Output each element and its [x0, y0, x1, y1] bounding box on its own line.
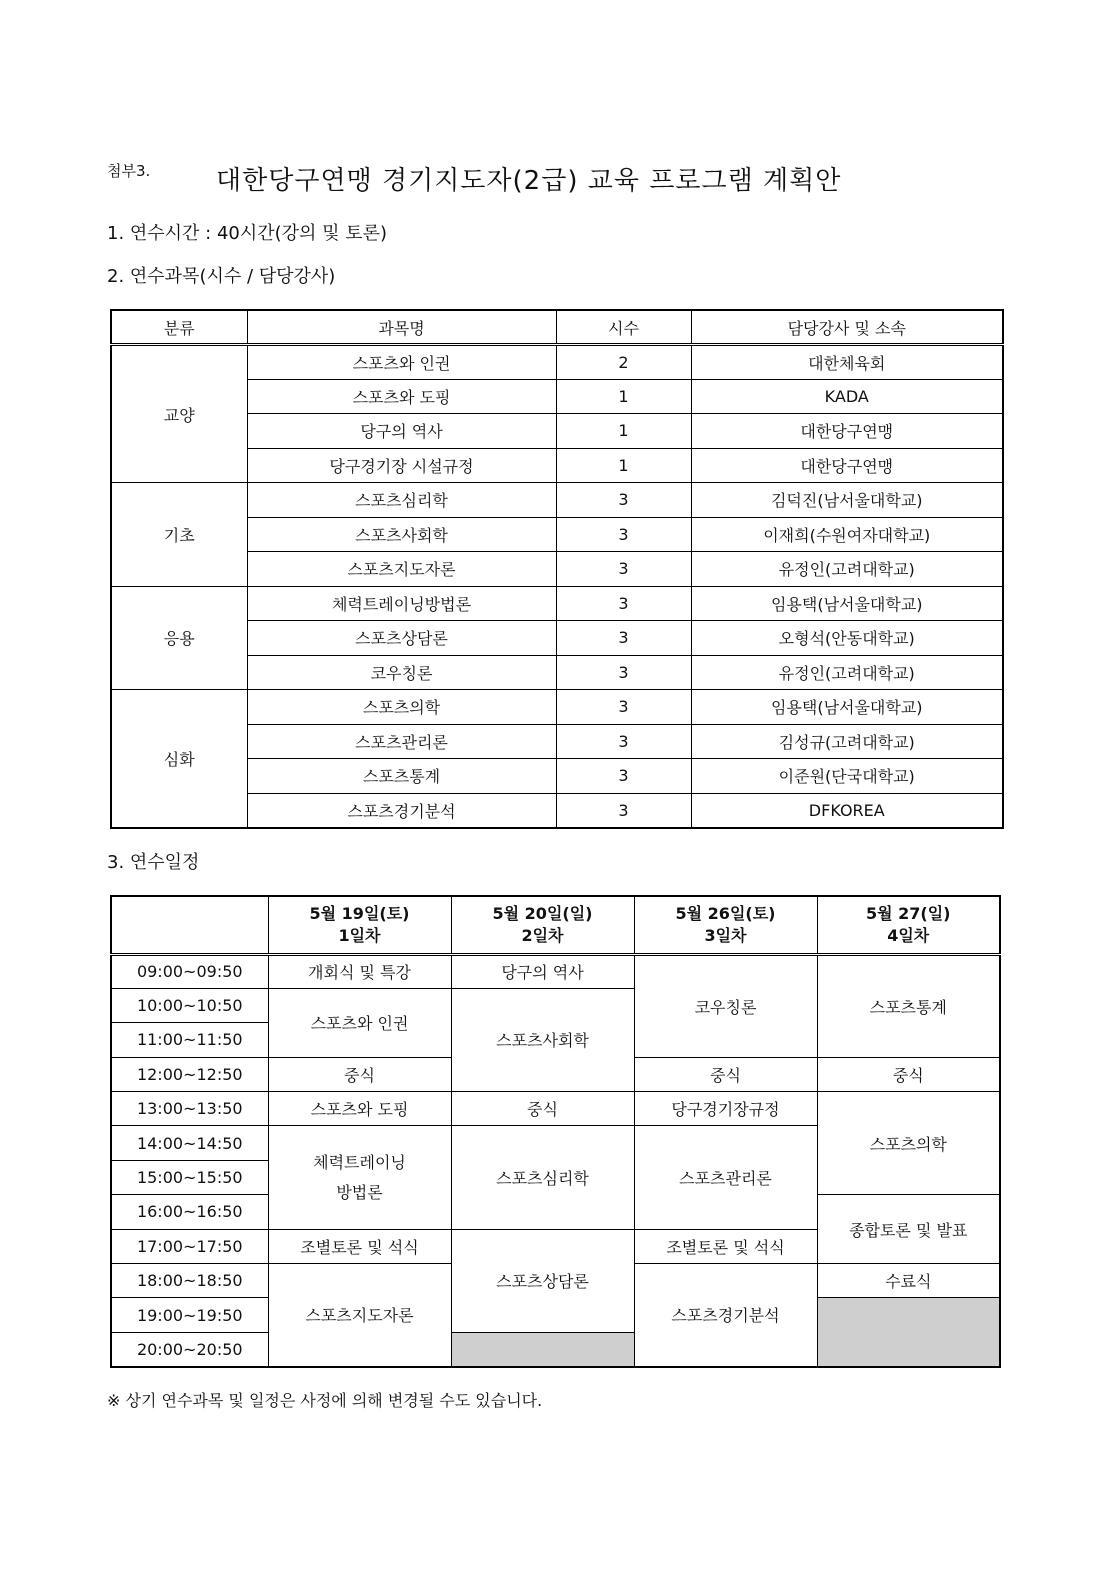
- session-cell: 당구경기장규정: [634, 1092, 817, 1126]
- hours-cell: 1: [556, 414, 691, 449]
- session-cell: 중식: [268, 1057, 451, 1091]
- time-slot: 18:00~18:50: [111, 1264, 268, 1298]
- hours-cell: 3: [556, 793, 691, 828]
- instructor-cell: 김성규(고려대학교): [691, 724, 1003, 759]
- time-slot: 15:00~15:50: [111, 1160, 268, 1194]
- footnote: ※ 상기 연수과목 및 일정은 사정에 의해 변경될 수도 있습니다.: [107, 1391, 543, 1410]
- category-cell: 응용: [111, 586, 247, 690]
- time-slot: 12:00~12:50: [111, 1057, 268, 1091]
- instructor-cell: 대한당구연맹: [691, 414, 1003, 449]
- day-label: 4일차: [887, 925, 930, 945]
- session-cell: 개회식 및 특강: [268, 954, 451, 988]
- day-label: 2일차: [521, 925, 564, 945]
- schedule-table: [110, 895, 1001, 1368]
- hours-cell: 1: [556, 448, 691, 483]
- session-cell: 중식: [817, 1057, 1000, 1091]
- header-instructor: 담당강사 및 소속: [691, 310, 1003, 345]
- hours-cell: 3: [556, 552, 691, 587]
- subject-cell: 스포츠와 도핑: [247, 379, 556, 414]
- time-slot: 13:00~13:50: [111, 1092, 268, 1126]
- session-cell: 수료식: [817, 1264, 1000, 1298]
- document-title: 대한당구연맹 경기지도자(2급) 교육 프로그램 계획안: [216, 166, 842, 196]
- session-cell: 당구의 역사: [451, 954, 634, 988]
- session-cell: 스포츠관리론: [634, 1126, 817, 1229]
- category-cell: 기초: [111, 483, 247, 587]
- instructor-cell: 임용택(남서울대학교): [691, 690, 1003, 725]
- session-cell: 종합토론 및 발표: [817, 1195, 1000, 1264]
- session-cell: 스포츠와 인권: [268, 988, 451, 1057]
- instructor-cell: 유정인(고려대학교): [691, 552, 1003, 587]
- table-row: [111, 345, 1003, 380]
- time-slot: 10:00~10:50: [111, 988, 268, 1022]
- empty-slot: [817, 1298, 1000, 1367]
- hours-cell: 3: [556, 517, 691, 552]
- time-slot: 17:00~17:50: [111, 1229, 268, 1263]
- subject-cell: 스포츠사회학: [247, 517, 556, 552]
- subject-cell: 스포츠통계: [247, 759, 556, 794]
- session-cell: 중식: [451, 1092, 634, 1126]
- section-subjects: 2. 연수과목(시수 / 담당강사): [107, 266, 336, 287]
- time-slot: 19:00~19:50: [111, 1298, 268, 1332]
- instructor-cell: DFKOREA: [691, 793, 1003, 828]
- subject-cell: 코우칭론: [247, 655, 556, 690]
- session-cell: 코우칭론: [634, 954, 817, 1057]
- section-training-hours: 1. 연수시간 : 40시간(강의 및 토론): [107, 223, 388, 244]
- table-header-row: [111, 310, 1003, 345]
- section-schedule: 3. 연수일정: [107, 852, 200, 873]
- subjects-table: [110, 309, 1004, 829]
- time-slot: 20:00~20:50: [111, 1332, 268, 1366]
- session-cell: 스포츠상담론: [451, 1229, 634, 1332]
- hours-cell: 3: [556, 690, 691, 725]
- subject-cell: 체력트레이닝방법론: [247, 586, 556, 621]
- session-cell: 스포츠의학: [817, 1092, 1000, 1195]
- subject-cell: 스포츠지도자론: [247, 552, 556, 587]
- table-row: [111, 690, 1003, 725]
- day-date: 5월 26일(토): [675, 903, 776, 923]
- empty-slot: [451, 1332, 634, 1366]
- session-line: 체력트레이닝: [313, 1152, 406, 1172]
- session-cell: 스포츠지도자론: [268, 1264, 451, 1367]
- day-label: 3일차: [704, 925, 747, 945]
- table-row: [111, 483, 1003, 518]
- hours-cell: 3: [556, 621, 691, 656]
- day-date: 5월 19일(토): [309, 903, 410, 923]
- instructor-cell: 대한체육회: [691, 345, 1003, 380]
- hours-cell: 3: [556, 586, 691, 621]
- schedule-row: [111, 1092, 1000, 1126]
- time-slot: 11:00~11:50: [111, 1023, 268, 1057]
- day-header: [451, 896, 634, 954]
- subject-cell: 스포츠의학: [247, 690, 556, 725]
- header-hours: 시수: [556, 310, 691, 345]
- subject-cell: 스포츠와 인권: [247, 345, 556, 380]
- category-cell: 심화: [111, 690, 247, 828]
- header-category: 분류: [111, 310, 247, 345]
- subject-cell: 스포츠관리론: [247, 724, 556, 759]
- subject-cell: 당구경기장 시설규정: [247, 448, 556, 483]
- table-row: [111, 586, 1003, 621]
- session-cell: 스포츠사회학: [451, 988, 634, 1091]
- instructor-cell: 이준원(단국대학교): [691, 759, 1003, 794]
- time-header-empty: [111, 896, 268, 954]
- session-cell: [268, 1126, 451, 1229]
- hours-cell: 3: [556, 759, 691, 794]
- instructor-cell: 임용택(남서울대학교): [691, 586, 1003, 621]
- instructor-cell: 대한당구연맹: [691, 448, 1003, 483]
- session-cell: 조별토론 및 석식: [634, 1229, 817, 1263]
- category-cell: 교양: [111, 345, 247, 483]
- session-cell: 중식: [634, 1057, 817, 1091]
- time-slot: 14:00~14:50: [111, 1126, 268, 1160]
- instructor-cell: 유정인(고려대학교): [691, 655, 1003, 690]
- day-header: [268, 896, 451, 954]
- day-date: 5월 27(일): [865, 903, 951, 923]
- hours-cell: 2: [556, 345, 691, 380]
- hours-cell: 1: [556, 379, 691, 414]
- subject-cell: 스포츠경기분석: [247, 793, 556, 828]
- instructor-cell: 이재희(수원여자대학교): [691, 517, 1003, 552]
- subject-cell: 당구의 역사: [247, 414, 556, 449]
- session-cell: 스포츠심리학: [451, 1126, 634, 1229]
- hours-cell: 3: [556, 724, 691, 759]
- instructor-cell: 김덕진(남서울대학교): [691, 483, 1003, 518]
- hours-cell: 3: [556, 655, 691, 690]
- schedule-row: [111, 954, 1000, 988]
- attachment-label: 첨부3.: [107, 162, 151, 180]
- subject-cell: 스포츠심리학: [247, 483, 556, 518]
- schedule-header-row: [111, 896, 1000, 954]
- session-cell: 스포츠경기분석: [634, 1264, 817, 1367]
- session-cell: 조별토론 및 석식: [268, 1229, 451, 1263]
- time-slot: 16:00~16:50: [111, 1195, 268, 1229]
- day-header: [634, 896, 817, 954]
- day-date: 5월 20일(일): [492, 903, 593, 923]
- session-line: 방법론: [336, 1182, 383, 1202]
- instructor-cell: KADA: [691, 379, 1003, 414]
- day-header: [817, 896, 1000, 954]
- day-label: 1일차: [338, 925, 381, 945]
- session-cell: 스포츠통계: [817, 954, 1000, 1057]
- subject-cell: 스포츠상담론: [247, 621, 556, 656]
- header-subject: 과목명: [247, 310, 556, 345]
- session-cell: 스포츠와 도핑: [268, 1092, 451, 1126]
- time-slot: 09:00~09:50: [111, 954, 268, 988]
- instructor-cell: 오형석(안동대학교): [691, 621, 1003, 656]
- hours-cell: 3: [556, 483, 691, 518]
